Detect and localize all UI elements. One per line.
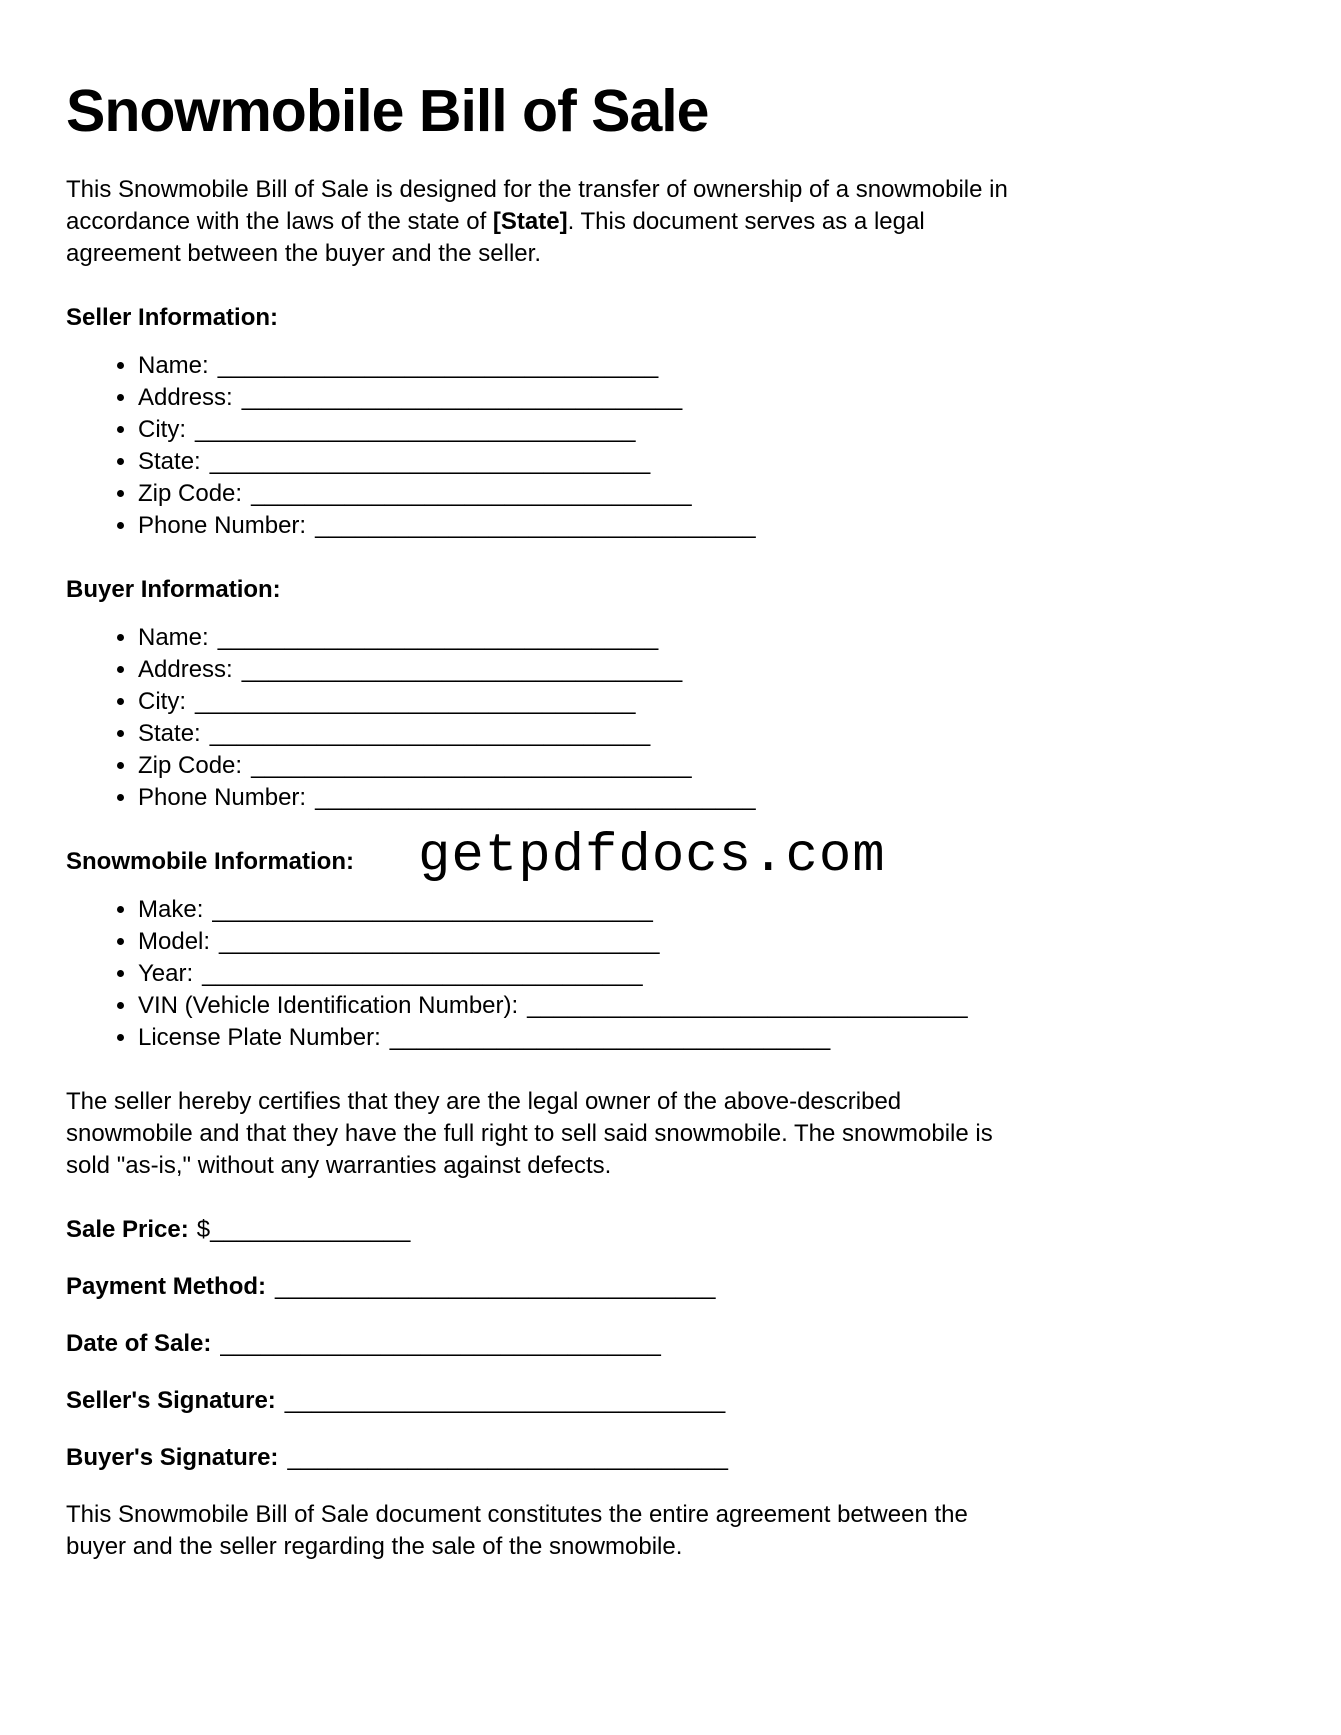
seller-field-state: [138, 446, 1275, 478]
blank-line: _________________________________: [284, 1387, 726, 1414]
blank-line: _________________________________: [241, 656, 683, 683]
snowmobile-information-heading: [66, 826, 1275, 887]
snowmobile-information-heading-text: Snowmobile Information:: [66, 848, 354, 875]
seller-field-zip: [138, 478, 1275, 510]
blank-line: _________________________________: [202, 960, 643, 987]
blank-line: _________________________________: [287, 1444, 728, 1471]
seller-signature-label: Seller's Signature:: [66, 1387, 276, 1414]
sale-price-label: Sale Price:: [66, 1216, 189, 1243]
field-label: Make:: [138, 896, 204, 923]
buyer-information-heading-text: Buyer Information:: [66, 576, 281, 603]
seller-information-list: [66, 350, 1275, 542]
blank-line: _________________________________: [251, 480, 692, 507]
field-label: Address:: [138, 656, 233, 683]
seller-signature-field: [66, 1385, 1275, 1417]
buyer-field-phone: [138, 782, 1275, 814]
payment-method-label: Payment Method:: [66, 1273, 267, 1300]
blank-line: _______________: [210, 1216, 411, 1243]
buyer-signature-label: Buyer's Signature:: [66, 1444, 279, 1471]
field-label: Zip Code:: [138, 752, 243, 779]
buyer-field-state: [138, 718, 1275, 750]
page-title: Snowmobile Bill of Sale: [66, 78, 709, 144]
intro-line-2-pre: accordance with the laws of the state of: [66, 208, 493, 235]
field-label: License Plate Number:: [138, 1024, 381, 1051]
certification-line-3: sold "as-is," without any warranties against defects.: [66, 1152, 612, 1179]
field-label: Model:: [138, 928, 211, 955]
sale-price-field: [66, 1214, 1275, 1246]
intro-paragraph: [66, 174, 1275, 270]
seller-field-phone: [138, 510, 1275, 542]
blank-line: _________________________________: [217, 352, 659, 379]
buyer-information-heading: [66, 574, 1275, 606]
snowmobile-field-license-plate: [138, 1022, 1275, 1054]
blank-line: _________________________________: [315, 784, 756, 811]
blank-line: _________________________________: [219, 928, 660, 955]
field-label: Phone Number:: [138, 512, 307, 539]
intro-line-3: agreement between the buyer and the seller.: [66, 240, 541, 267]
blank-line: _________________________________: [209, 448, 651, 475]
blank-line: _________________________________: [315, 512, 756, 539]
buyer-information-list: [66, 622, 1275, 814]
seller-field-city: [138, 414, 1275, 446]
payment-method-field: [66, 1271, 1275, 1303]
field-label: Zip Code:: [138, 480, 243, 507]
closing-line-1: This Snowmobile Bill of Sale document constitutes the entire agreement between the: [66, 1501, 968, 1528]
certification-line-2: snowmobile and that they have the full right to sell said snowmobile. The snowmobile is: [66, 1120, 993, 1147]
blank-line: _________________________________: [275, 1273, 716, 1300]
date-of-sale-label: Date of Sale:: [66, 1330, 212, 1357]
buyer-field-address: [138, 654, 1275, 686]
buyer-signature-field: [66, 1442, 1275, 1474]
buyer-field-name: [138, 622, 1275, 654]
seller-information-heading-text: Seller Information:: [66, 304, 279, 331]
snowmobile-field-year: [138, 958, 1275, 990]
snowmobile-field-model: [138, 926, 1275, 958]
blank-line: _________________________________: [212, 896, 653, 923]
blank-line: _________________________________: [195, 416, 636, 443]
intro-line-1: This Snowmobile Bill of Sale is designed for the transfer of ownership of a snowmobile in: [66, 176, 1008, 203]
field-label: City:: [138, 688, 186, 715]
blank-line: _________________________________: [251, 752, 692, 779]
field-label: State:: [138, 448, 201, 475]
blank-line: _________________________________: [389, 1024, 831, 1051]
field-label: Year:: [138, 960, 194, 987]
blank-line: _________________________________: [220, 1330, 661, 1357]
intro-line-2: [66, 206, 1275, 238]
snowmobile-field-make: [138, 894, 1275, 926]
field-label: Name:: [138, 352, 209, 379]
field-label: City:: [138, 416, 186, 443]
blank-line: _________________________________: [217, 624, 659, 651]
certification-line-1: The seller hereby certifies that they are the legal owner of the above-described: [66, 1088, 902, 1115]
blank-line: _________________________________: [241, 384, 683, 411]
date-of-sale-field: [66, 1328, 1275, 1360]
getpdfdocs-watermark: getpdfdocs.com: [418, 826, 886, 887]
field-label: Address:: [138, 384, 233, 411]
blank-line: _________________________________: [527, 992, 968, 1019]
snowmobile-information-list: [66, 894, 1275, 1054]
seller-field-address: [138, 382, 1275, 414]
closing-paragraph: [66, 1499, 1275, 1563]
field-label: Name:: [138, 624, 209, 651]
field-label: State:: [138, 720, 201, 747]
field-label: Phone Number:: [138, 784, 307, 811]
field-label: VIN (Vehicle Identification Number):: [138, 992, 519, 1019]
seller-field-name: [138, 350, 1275, 382]
blank-line: _________________________________: [209, 720, 651, 747]
closing-line-2: buyer and the seller regarding the sale of the snowmobile.: [66, 1533, 683, 1560]
intro-line-2-post: . This document serves as a legal: [567, 208, 925, 235]
dollar-sign: $: [196, 1216, 211, 1243]
buyer-field-city: [138, 686, 1275, 718]
buyer-field-zip: [138, 750, 1275, 782]
seller-information-heading: [66, 302, 1275, 334]
blank-line: _________________________________: [195, 688, 636, 715]
snowmobile-field-vin: [138, 990, 1275, 1022]
certification-paragraph: [66, 1086, 1275, 1182]
state-placeholder: [State]: [492, 208, 568, 235]
